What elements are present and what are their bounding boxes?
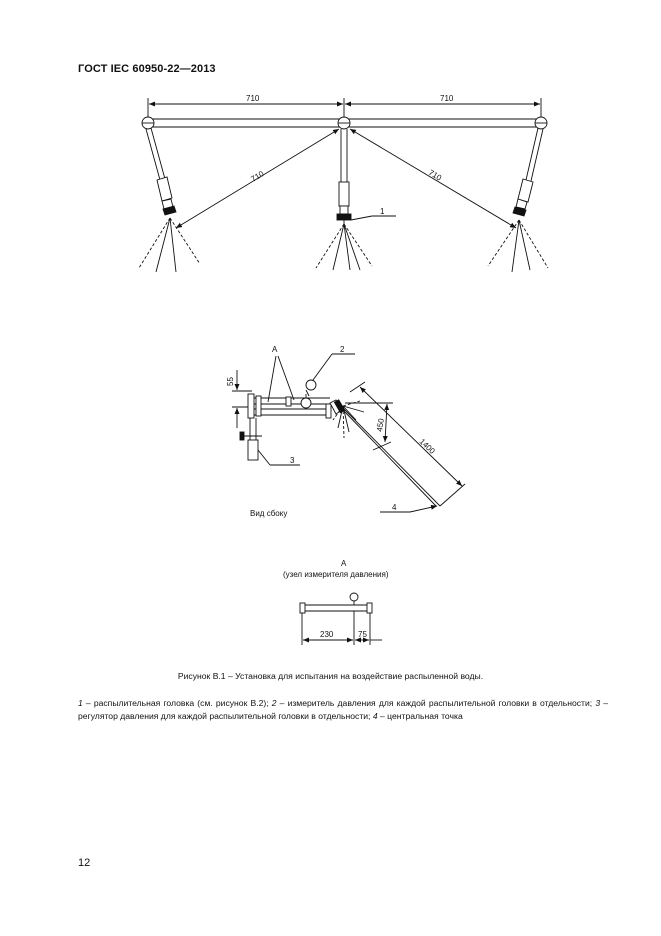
dim-diag-left: 710 <box>249 169 266 184</box>
legend-text: – центральная точка <box>377 710 463 721</box>
callout-1: 1 <box>380 207 385 216</box>
dim-diag-right: 710 <box>426 167 444 183</box>
detail-a-drawing <box>300 593 382 645</box>
legend-text: – распылительная головка (см. рисунок В.2); <box>82 698 272 708</box>
label-a: А <box>272 345 278 354</box>
dim-230: 230 <box>320 630 334 639</box>
figure-legend <box>78 697 608 722</box>
figure-caption: Рисунок В.1 – Установка для испытания на воздействие распыленной воды. <box>177 671 484 681</box>
callout-2: 2 <box>340 345 345 354</box>
callout-4: 4 <box>392 503 397 512</box>
detail-title: А <box>341 559 347 568</box>
side-view-label: Вид сбоку <box>250 509 288 518</box>
dim-55: 55 <box>226 377 235 386</box>
legend-num: 3 <box>595 698 601 708</box>
document-header: ГОСТ IEC 60950-22—2013 <box>78 63 216 75</box>
front-view-drawing <box>139 98 548 272</box>
callout-3: 3 <box>290 456 295 465</box>
legend-text: – измеритель давления для каждой распылительной головки в отдельности; <box>276 698 596 708</box>
legend-text: – регулятор давления для каждой распылительной головки в отдельности; <box>78 698 609 721</box>
side-view-drawing <box>232 354 465 512</box>
dim-450: 450 <box>375 417 386 433</box>
legend-num: 2 <box>271 698 277 708</box>
page-number: 12 <box>78 857 91 869</box>
dim-75: 75 <box>358 630 367 639</box>
legend-num: 4 <box>372 710 378 721</box>
legend-num: 1 <box>78 698 83 708</box>
dim-top-right: 710 <box>440 94 454 103</box>
dim-1400: 1400 <box>417 436 437 456</box>
detail-subtitle: (узел измерителя давления) <box>283 570 389 579</box>
dim-top-left: 710 <box>246 94 260 103</box>
